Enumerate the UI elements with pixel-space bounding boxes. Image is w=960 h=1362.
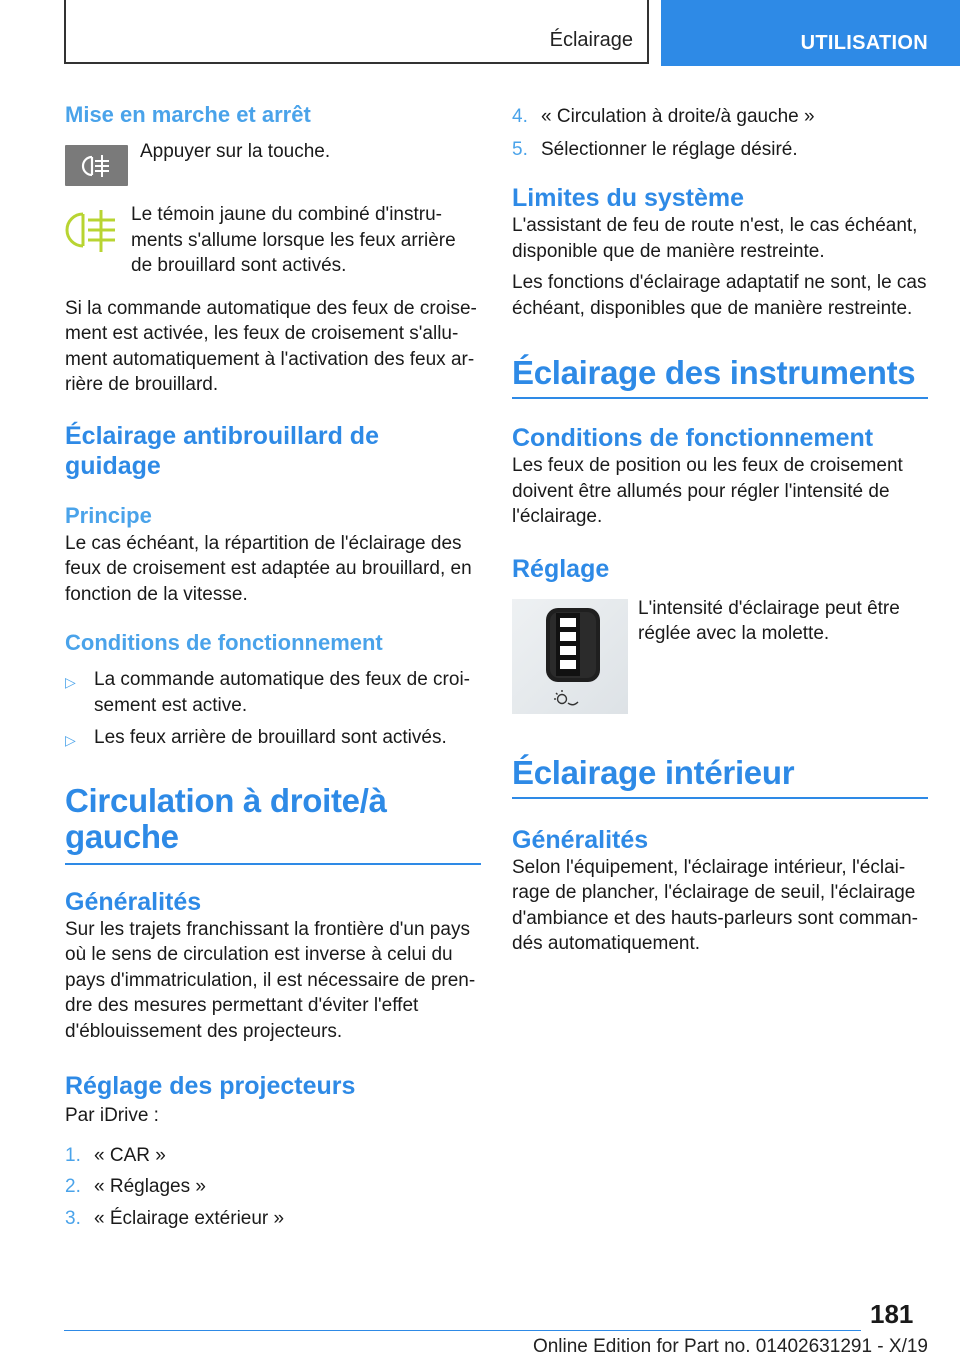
heading-circulation [65, 783, 481, 865]
step-text: « CAR » [94, 1144, 166, 1166]
generalites-line: rage de plancher, l'éclairage de seuil, l'éclairage [512, 882, 916, 903]
heading-principe: Principe [65, 502, 152, 528]
heading-circulation-line: gauche [65, 819, 481, 865]
indicator-row [65, 202, 481, 279]
limites-line: Les fonctions d'éclairage adaptatif ne sont, le cas [512, 272, 927, 293]
temoin-line: Le témoin jaune du combiné d'instru- [131, 204, 442, 225]
list-item [512, 137, 928, 163]
list-item [65, 725, 481, 751]
step-text: « Circulation à droite/à gauche » [541, 106, 815, 127]
rear-fog-warning-icon [65, 208, 121, 254]
header-section-title: Éclairage [549, 29, 633, 51]
conditions-list [65, 667, 481, 751]
instrument-lighting-icon [554, 690, 578, 705]
step-number: 2. [65, 1176, 81, 1197]
generalites-line: pays d'immatriculation, il est nécessaire de pren- [65, 969, 476, 991]
par-idrive-text: Par iDrive : [65, 1105, 159, 1126]
step-text: Sélectionner le réglage désiré. [541, 138, 798, 160]
generalites-paragraph-right [512, 855, 928, 957]
reglage-row [512, 599, 928, 714]
generalites-line: d'ambiance et des hauts-parleurs sont comman- [512, 907, 918, 929]
list-item [65, 667, 481, 718]
heading-limites: Limites du système [512, 184, 745, 212]
dimmer-wheel-photo [512, 599, 628, 714]
heading-circulation-line: Circulation à droite/à [65, 781, 387, 819]
step-text: « Éclairage extérieur » [94, 1207, 285, 1229]
heading-reglage: Réglage [512, 554, 610, 583]
footer-divider [64, 1330, 861, 1331]
heading-reglage-projecteurs: Réglage des projecteurs [65, 1072, 356, 1100]
heading-conditions-right: Conditions de fonctionnement [512, 424, 874, 452]
step-number: 4. [512, 106, 528, 127]
header-section-box [64, 0, 649, 64]
list-item [512, 104, 928, 130]
generalites-line: Selon l'équipement, l'éclairage intérieur, l'éclai- [512, 856, 906, 878]
generalites-line: dre des mesures permettant d'éviter l'effet [65, 995, 419, 1016]
temoin-text [131, 202, 456, 279]
heading-eclairage-instruments: Éclairage des instruments [512, 355, 928, 399]
page-number: 181 [870, 1299, 914, 1329]
limites-line: échéant, disponibles que de manière restreinte. [512, 297, 913, 319]
si-line: ment automatiquement à l'activation des feux ar- [65, 348, 475, 370]
si-line: ment est activée, les feux de croisement s'allu- [65, 323, 459, 344]
triangle-bullet-icon: ▷ [65, 674, 76, 690]
left-column [65, 100, 481, 1231]
limites-paragraph-2 [512, 270, 928, 321]
conditions-line: Les feux de position ou les feux de croisement [512, 455, 903, 476]
fog-button-row [65, 141, 481, 186]
limites-line: disponible que de manière restreinte. [512, 240, 825, 262]
si-line: rière de brouillard. [65, 374, 219, 395]
rear-fog-light-icon [65, 145, 128, 186]
heading-generalites-left: Généralités [65, 887, 202, 916]
heading-mise-en-marche: Mise en marche et arrêt [65, 102, 311, 127]
bullet-line: Les feux arrière de brouillard sont activés. [94, 727, 447, 748]
step-number: 5. [512, 138, 528, 160]
principe-paragraph [65, 531, 481, 608]
list-item [65, 1206, 481, 1232]
heading-antibrouillard-line: guidage [65, 451, 161, 480]
heading-antibrouillard [65, 421, 481, 481]
generalites-line: où le sens de circulation est inverse à celui du [65, 944, 453, 965]
heading-eclairage-interieur: Éclairage intérieur [512, 755, 928, 799]
step-number: 3. [65, 1207, 81, 1229]
generalites-line: Sur les trajets franchissant la frontière d'un pays [65, 918, 470, 940]
steps-list-right [512, 104, 928, 162]
list-item [65, 1174, 481, 1200]
reglage-line: réglée avec la molette. [638, 623, 830, 644]
bullet-line: La commande automatique des feux de croi- [94, 669, 470, 690]
footer-edition: Online Edition for Part no. 01402631291 - X/19 [532, 1336, 928, 1357]
appuyer-text: Appuyer sur la touche. [140, 141, 331, 162]
generalites-line: dés automatiquement. [512, 933, 701, 954]
temoin-line: ments s'allume lorsque les feux arrière [131, 229, 456, 251]
triangle-bullet-icon: ▷ [65, 732, 76, 748]
list-item [65, 1143, 481, 1169]
principe-line: fonction de la vitesse. [65, 583, 248, 605]
step-number: 1. [65, 1144, 81, 1166]
step-text: « Réglages » [94, 1176, 206, 1197]
si-paragraph [65, 296, 481, 398]
principe-line: Le cas échéant, la répartition de l'éclairage des [65, 532, 462, 554]
reglage-line: L'intensité d'éclairage peut être [638, 597, 900, 619]
heading-antibrouillard-line: Éclairage antibrouillard de [65, 421, 379, 450]
conditions-paragraph [512, 453, 928, 530]
heading-conditions-left: Conditions de fonctionnement [65, 630, 383, 655]
heading-generalites-right: Généralités [512, 825, 649, 854]
header-chapter-title: UTILISATION [800, 32, 928, 54]
limites-paragraph-1 [512, 213, 928, 264]
generalites-paragraph-left [65, 917, 481, 1045]
header-chapter-box [661, 0, 960, 66]
generalites-line: d'éblouissement des projecteurs. [65, 1020, 343, 1042]
conditions-line: l'éclairage. [512, 506, 603, 527]
principe-line: feux de croisement est adaptée au brouillard, en [65, 558, 472, 579]
right-column [512, 100, 928, 957]
si-line: Si la commande automatique des feux de croise- [65, 297, 477, 319]
temoin-line: de brouillard sont activés. [131, 255, 347, 276]
steps-list-left [65, 1143, 481, 1232]
reglage-text [638, 596, 900, 647]
bullet-line: sement est active. [94, 694, 248, 716]
conditions-line: doivent être allumés pour régler l'intensité de [512, 480, 890, 502]
limites-line: L'assistant de feu de route n'est, le cas échéant, [512, 215, 918, 236]
